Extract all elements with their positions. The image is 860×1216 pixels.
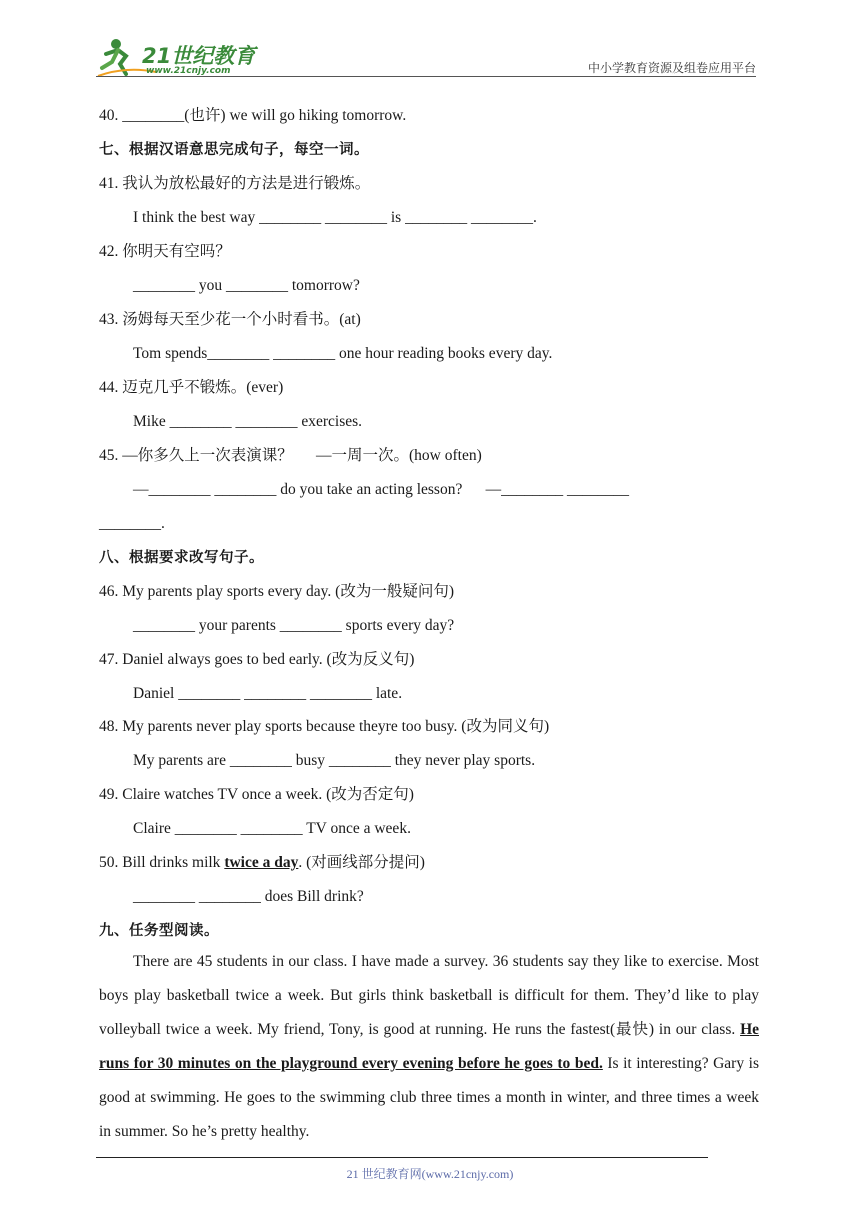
question-50-answer: ________ ________ does Bill drink? bbox=[133, 888, 364, 905]
section-7-heading: 七、根据汉语意思完成句子，每空一词。 bbox=[99, 142, 369, 158]
reading-passage bbox=[99, 945, 759, 1149]
question-45: 45. —你多久上一次表演课？ —一周一次。(how often) bbox=[99, 447, 482, 464]
logo-text: 21世纪教育 bbox=[142, 44, 256, 68]
question-49: 49. Claire watches TV once a week. (改为否定句) bbox=[99, 786, 414, 803]
question-43: 43. 汤姆每天至少花一个小时看书。(at) bbox=[99, 311, 361, 328]
question-45-answer: —________ ________ do you take an acting lesson? —________ ________ bbox=[133, 481, 629, 498]
passage-part-2: Is it interesting? Gary is good at swimming. He goes to the swimming club three times a month in winter, and three times a week in summer. So he’s pretty healthy. bbox=[99, 1055, 759, 1140]
footer-divider bbox=[96, 1157, 708, 1158]
question-50-underlined: twice a day bbox=[224, 854, 299, 871]
passage-underlined-sentence: He runs for 30 minutes on the playground every evening before he goes to bed. bbox=[99, 1021, 759, 1072]
passage-part-1: There are 45 students in our class. I have made a survey. 36 students say they like to exercise. Most boys play basketball twice a week. But girls think basketball is difficult for them. They’d like to play volleyball twice a week. My friend, Tony, is good at running. He runs the fastest(最快) in our class. bbox=[99, 953, 759, 1038]
section-8-heading: 八、根据要求改写句子。 bbox=[99, 550, 264, 566]
question-50-instruction: . (对画线部分提问) bbox=[298, 854, 425, 871]
question-50 bbox=[99, 853, 760, 873]
question-43-answer: Tom spends________ ________ one hour reading books every day. bbox=[133, 345, 553, 362]
question-41: 41. 我认为放松最好的方法是进行锻炼。 bbox=[99, 175, 371, 192]
question-44-answer: Mike ________ ________ exercises. bbox=[133, 413, 363, 430]
question-42-answer: ________ you ________ tomorrow? bbox=[133, 277, 360, 294]
site-logo bbox=[96, 36, 266, 80]
question-48-answer: My parents are ________ busy ________ they never play sports. bbox=[133, 752, 536, 769]
question-47: 47. Daniel always goes to bed early. (改为反义句) bbox=[99, 651, 415, 668]
question-46: 46. My parents play sports every day. (改为一般疑问句) bbox=[99, 583, 455, 600]
question-45-answer-cont: ________. bbox=[99, 515, 165, 532]
header-platform-text: 中小学教育资源及组卷应用平台 bbox=[587, 61, 756, 75]
question-47-answer: Daniel ________ ________ ________ late. bbox=[133, 685, 403, 702]
question-50-text: 50. Bill drinks milk bbox=[99, 854, 225, 871]
logo-url: www.21cnjy.com bbox=[146, 66, 231, 76]
question-44: 44. 迈克几乎不锻炼。(ever) bbox=[99, 379, 284, 396]
question-46-answer: ________ your parents ________ sports every day? bbox=[133, 617, 455, 634]
question-48: 48. My parents never play sports because theyre too busy. (改为同义句) bbox=[99, 718, 550, 735]
footer-text: 21 世纪教育网(www.21cnjy.com) bbox=[346, 1167, 514, 1181]
question-41-answer: I think the best way ________ ________ is ________ ________. bbox=[133, 209, 537, 226]
question-49-answer: Claire ________ ________ TV once a week. bbox=[133, 820, 411, 837]
header-divider bbox=[96, 76, 756, 77]
question-40: 40. ________(也许) we will go hiking tomorrow. bbox=[99, 107, 407, 124]
section-9-heading: 九、任务型阅读。 bbox=[99, 923, 219, 939]
question-42: 42. 你明天有空吗？ bbox=[99, 243, 231, 260]
